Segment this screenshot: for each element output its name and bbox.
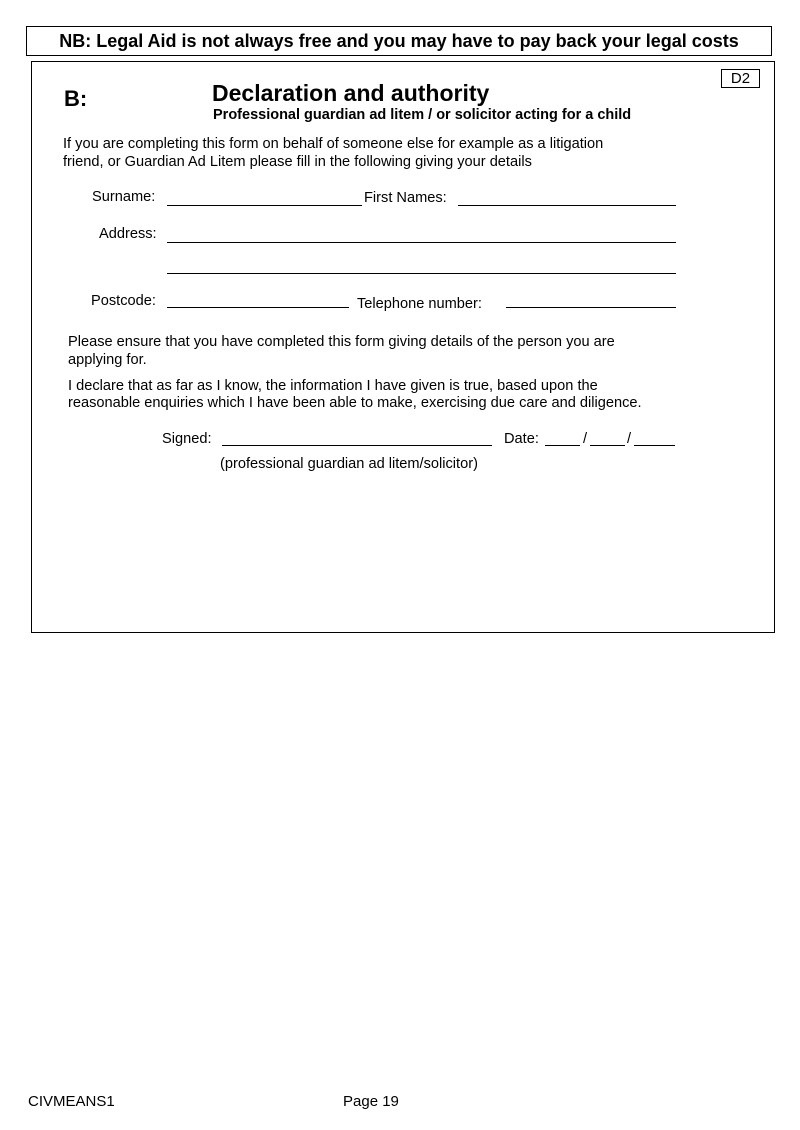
first-names-label: First Names: — [364, 190, 447, 206]
declaration-text-line-1: I declare that as far as I know, the information I have given is true, based upon the — [68, 378, 598, 394]
footer-form-id: CIVMEANS1 — [28, 1093, 115, 1110]
address-field-line-2[interactable] — [167, 273, 676, 274]
telephone-field[interactable] — [506, 307, 676, 308]
address-field-line-1[interactable] — [167, 242, 676, 243]
intro-text-line-2: friend, or Guardian Ad Litem please fill in the following giving your details — [63, 154, 532, 170]
surname-field[interactable] — [167, 205, 362, 206]
form-code-badge: D2 — [721, 69, 760, 88]
postcode-label: Postcode: — [91, 293, 156, 309]
date-separator-2: / — [627, 431, 632, 447]
ensure-text-line-2: applying for. — [68, 352, 147, 368]
signature-caption: (professional guardian ad litem/solicitor) — [220, 456, 478, 472]
intro-text-line-1: If you are completing this form on behalf of someone else for example as a litigation — [63, 136, 604, 152]
date-label: Date: — [504, 431, 539, 447]
signature-field[interactable] — [222, 445, 492, 446]
section-subtitle: Professional guardian ad litem / or solicitor acting for a child — [213, 107, 632, 123]
postcode-field[interactable] — [167, 307, 349, 308]
date-year-field[interactable] — [634, 445, 675, 446]
date-day-field[interactable] — [545, 445, 580, 446]
section-letter: B: — [64, 86, 88, 111]
telephone-label: Telephone number: — [357, 296, 482, 312]
signed-label: Signed: — [162, 431, 212, 447]
date-month-field[interactable] — [590, 445, 625, 446]
address-label: Address: — [99, 226, 157, 242]
date-separator-1: / — [583, 431, 588, 447]
first-names-field[interactable] — [458, 205, 676, 206]
surname-label: Surname: — [92, 189, 156, 205]
declaration-text-line-2: reasonable enquiries which I have been able to make, exercising due care and diligence. — [68, 395, 642, 411]
legal-aid-notice: NB: Legal Aid is not always free and you may have to pay back your legal costs — [26, 26, 772, 56]
ensure-text-line-1: Please ensure that you have completed this form giving details of the person you are — [68, 334, 615, 350]
section-title: Declaration and authority — [212, 80, 490, 106]
footer-page-number: Page 19 — [343, 1093, 399, 1110]
